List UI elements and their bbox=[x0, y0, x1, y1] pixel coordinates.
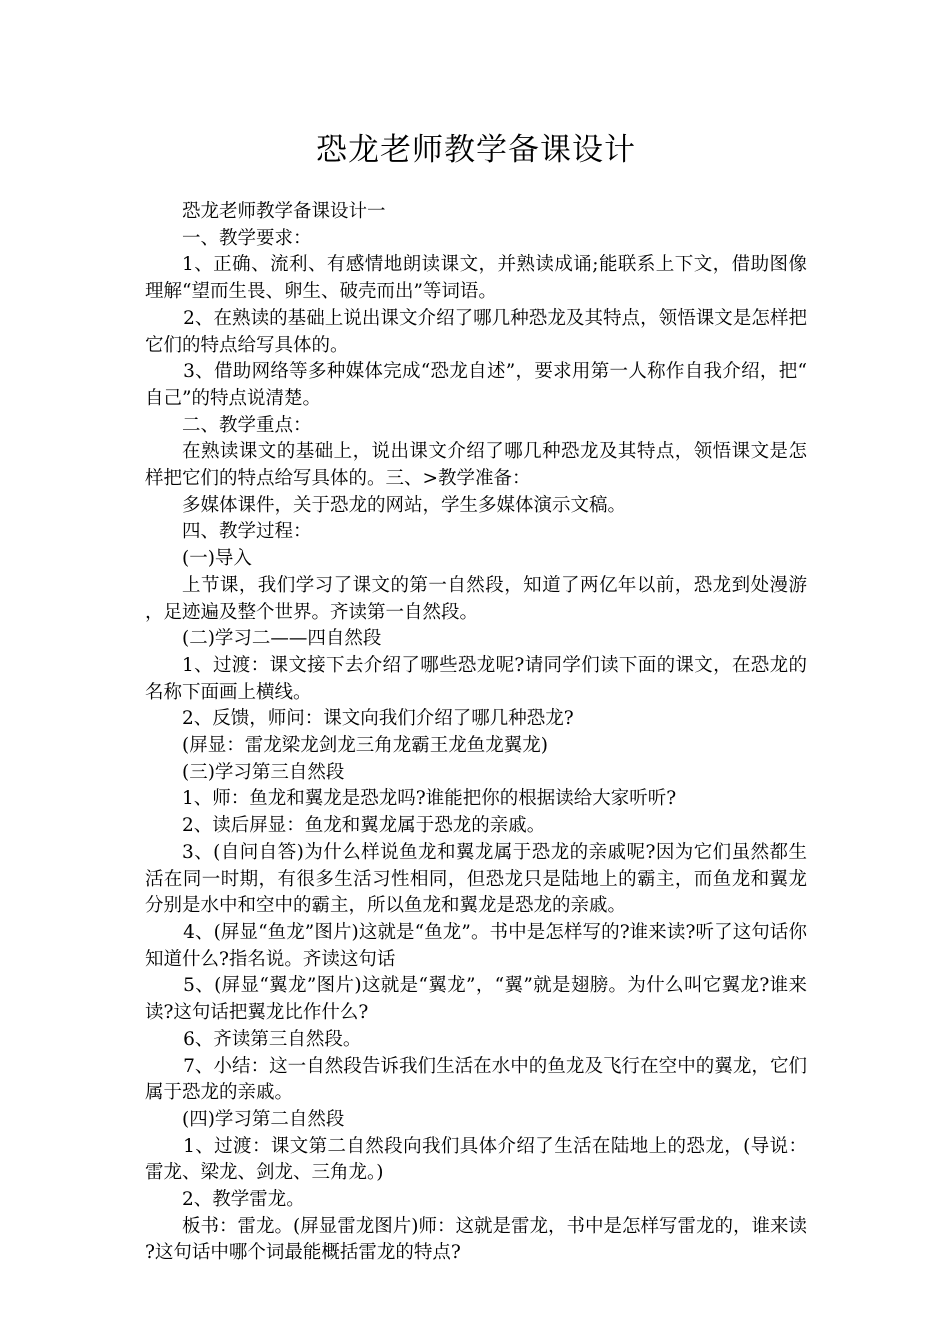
paragraph: 在熟读课文的基础上，说出课文介绍了哪几种恐龙及其特点，领悟课文是怎样把它们的特点给写具体的。三、>教学准备： bbox=[145, 441, 807, 490]
subsection-heading: (一)导入 bbox=[182, 548, 252, 570]
paragraph: 2、在熟读的基础上说出课文介绍了哪几种恐龙及其特点，领悟课文是怎样把它们的特点给写具体的。 bbox=[145, 307, 807, 356]
section-heading-requirements: 一、教学要求： bbox=[182, 227, 312, 249]
paragraph: 1、过渡：课文接下去介绍了哪些恐龙呢?请同学们读下面的课文，在恐龙的名称下面画上横线。 bbox=[145, 654, 807, 703]
paragraph: 6、齐读第三自然段。 bbox=[183, 1028, 362, 1050]
document-body bbox=[145, 199, 807, 1267]
paragraph: 7、小结：这一自然段告诉我们生活在水中的鱼龙及飞行在空中的翼龙，它们属于恐龙的亲戚。 bbox=[145, 1055, 807, 1104]
section-heading-process: 四、教学过程： bbox=[182, 521, 312, 543]
paragraph: (屏显：雷龙梁龙剑龙三角龙霸王龙鱼龙翼龙) bbox=[182, 735, 548, 757]
paragraph: 2、读后屏显：鱼龙和翼龙属于恐龙的亲戚。 bbox=[182, 815, 546, 837]
paragraph: 多媒体课件，关于恐龙的网站，学生多媒体演示文稿。 bbox=[182, 494, 627, 516]
paragraph: 4、(屏显“鱼龙”图片)这就是“鱼龙”。书中是怎样写的?谁来读?听了这句话你知道什么?指名说。齐读这句话 bbox=[145, 921, 807, 970]
paragraph: 3、借助网络等多种媒体完成“恐龙自述”，要求用第一人称作自我介绍，把“自己”的特点说清楚。 bbox=[145, 361, 807, 409]
paragraph: 3、(自问自答)为什么样说鱼龙和翼龙属于恐龙的亲戚呢?因为它们虽然都生活在同一时期，有很多生活习性相同，但恐龙只是陆地上的霸主，而鱼龙和翼龙分别是水中和空中的霸主，所以鱼龙和翼龙是恐龙的亲戚。 bbox=[145, 841, 807, 917]
paragraph: 1、正确、流利、有感情地朗读课文，并熟读成诵;能联系上下文，借助图像理解“望而生畏、卵生、破壳而出”等词语。 bbox=[145, 254, 807, 303]
paragraph: 1、师：鱼龙和翼龙是恐龙吗?谁能把你的根据读给大家听听? bbox=[182, 788, 677, 810]
section-heading-focus: 二、教学重点： bbox=[182, 414, 312, 436]
paragraph: 板书：雷龙。(屏显雷龙图片)师：这就是雷龙，书中是怎样写雷龙的，谁来读?这句话中哪个词最能概括雷龙的特点? bbox=[145, 1215, 807, 1264]
document-title: 恐龙老师教学备课设计 bbox=[316, 132, 636, 168]
paragraph: 2、反馈，师问：课文向我们介绍了哪几种恐龙? bbox=[182, 708, 574, 730]
subsection-heading: (三)学习第三自然段 bbox=[182, 761, 345, 783]
paragraph: 1、过渡：课文第二自然段向我们具体介绍了生活在陆地上的恐龙，(导说：雷龙、梁龙、剑龙、三角龙。) bbox=[145, 1135, 807, 1184]
subsection-heading: (四)学习第二自然段 bbox=[182, 1108, 345, 1130]
paragraph-subtitle: 恐龙老师教学备课设计一 bbox=[182, 201, 386, 222]
paragraph: 5、(屏显“翼龙”图片)这就是“翼龙”，“翼”就是翅膀。为什么叫它翼龙?谁来读?这句话把翼龙比作什么? bbox=[145, 975, 807, 1024]
paragraph: 2、教学雷龙。 bbox=[182, 1189, 305, 1211]
paragraph: 上节课，我们学习了课文的第一自然段，知道了两亿年以前，恐龙到处漫游，足迹遍及整个世界。齐读第一自然段。 bbox=[145, 574, 807, 623]
subsection-heading: (二)学习二——四自然段 bbox=[182, 628, 382, 650]
